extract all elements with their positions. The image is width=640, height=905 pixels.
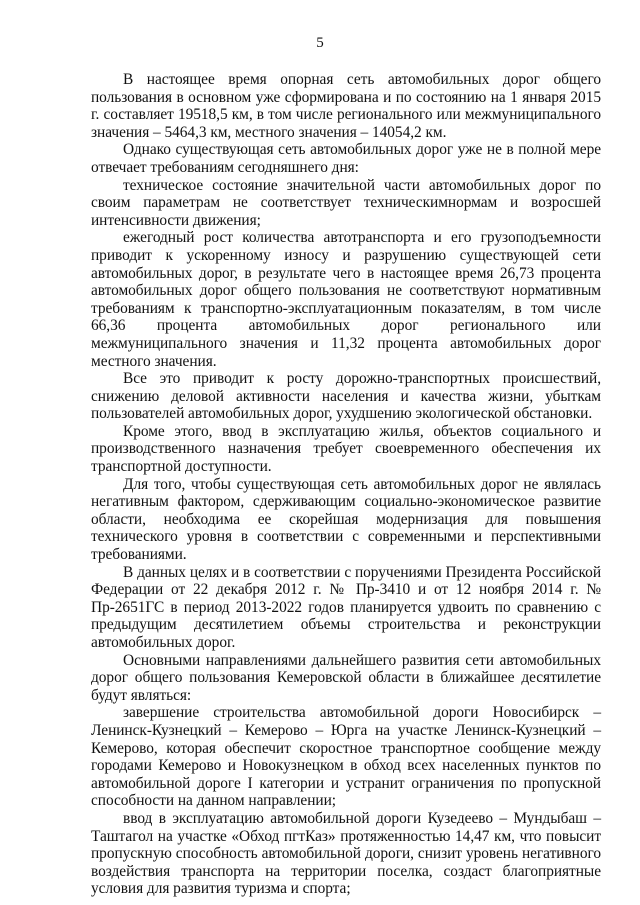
paragraph-technical-condition: техническое состояние значительной части автомобильных дорог по своим параметрам не соответствует техническимнормам и возросшей интенсивности движения; bbox=[91, 176, 601, 229]
paragraph-housing-access: Кроме этого, ввод в эксплуатацию жилья, объектов социального и производственного назначения требует своевременного обеспечения их транспортной доступности. bbox=[91, 422, 601, 476]
paragraph-directions-intro: Основными направлениями дальнейшего развития сети автомобильных дорог общего пользования Кемеровской области в ближайшее десятилетие будут являться: bbox=[91, 651, 601, 704]
document-body bbox=[91, 71, 601, 898]
paragraph-presidential-orders: В данных целях и в соответствии с поручениями Президента Российской Федерации от 22 декабря 2012 г. № Пр-3410 и от 12 ноября 2014 г. № Пр-2651ГС в период 2013-2022 годов планируется удвоить по сравнению с предыдущим десятилетием объемы строительства и реконструкции автомобильных дорог. bbox=[91, 563, 601, 651]
paragraph-road-network-status: В настоящее время опорная сеть автомобильных дорог общего пользования в основном уже сформирована и по состоянию на 1 января 2015 г. составляет 19518,5 км, в том числе регионального или межмуниципального значения – 5464,3 км, местного значения – 14054,2 км. bbox=[91, 71, 601, 141]
paragraph-novosibirsk-road: завершение строительства автомобильной дороги Новосибирск – Ленинск-Кузнецкий – Кемерово – Юрга на участке Ленинск-Кузнецкий – Кемерово, которая обеспечит скоростное транспортное сообщение между городами Кемерово и Новокузнецком в обход всех населенных пунктов по автомобильной дороге I категории и устранит ограничения по пропускной способности на данном направлении; bbox=[91, 704, 601, 810]
page-number: 5 bbox=[316, 35, 324, 51]
paragraph-consequences: Все это приводит к росту дорожно-транспортных происшествий, снижению деловой активности населения и качества жизни, убыткам пользователей автомобильных дорог, ухудшению экологической обстановки. bbox=[91, 370, 601, 423]
paragraph-modernization: Для того, чтобы существующая сеть автомобильных дорог не являлась негативным фактором, сдерживающим социально-экономическое развитие области, необходима ее скорейшая модернизация для повышения технического уровня в соответствии с современными и перспективными требованиями. bbox=[91, 475, 601, 564]
paragraph-kuzedeevo-road: ввод в эксплуатацию автомобильной дороги Кузедеево – Мундыбаш – Таштагол на участке «Обход пгтКаз» протяженностью 14,47 км, что повысит пропускную способность автомобильной дороги, снизит уровень негативного воздействия транспорта на территории поселка, создаст благоприятные условия для развития туризма и спорта; bbox=[91, 809, 601, 898]
paragraph-traffic-growth: ежегодный рост количества автотранспорта и его грузоподъемности приводит к ускоренному износу и разрушению существующей сети автомобильных дорог, в результате чего в настоящее время 26,73 процента автомобильных дорог общего пользования не соответствуют нормативным требованиям к транспортно-эксплуатационным показателям, в том числе 66,36 процента автомобильных дорог регионального или межмуниципального значения и 11,32 процента автомобильных дорог местного значения. bbox=[91, 229, 601, 370]
paragraph-requirements-intro: Однако существующая сеть автомобильных дорог уже не в полной мере отвечает требованиям сегодняшнего дня: bbox=[91, 141, 601, 176]
